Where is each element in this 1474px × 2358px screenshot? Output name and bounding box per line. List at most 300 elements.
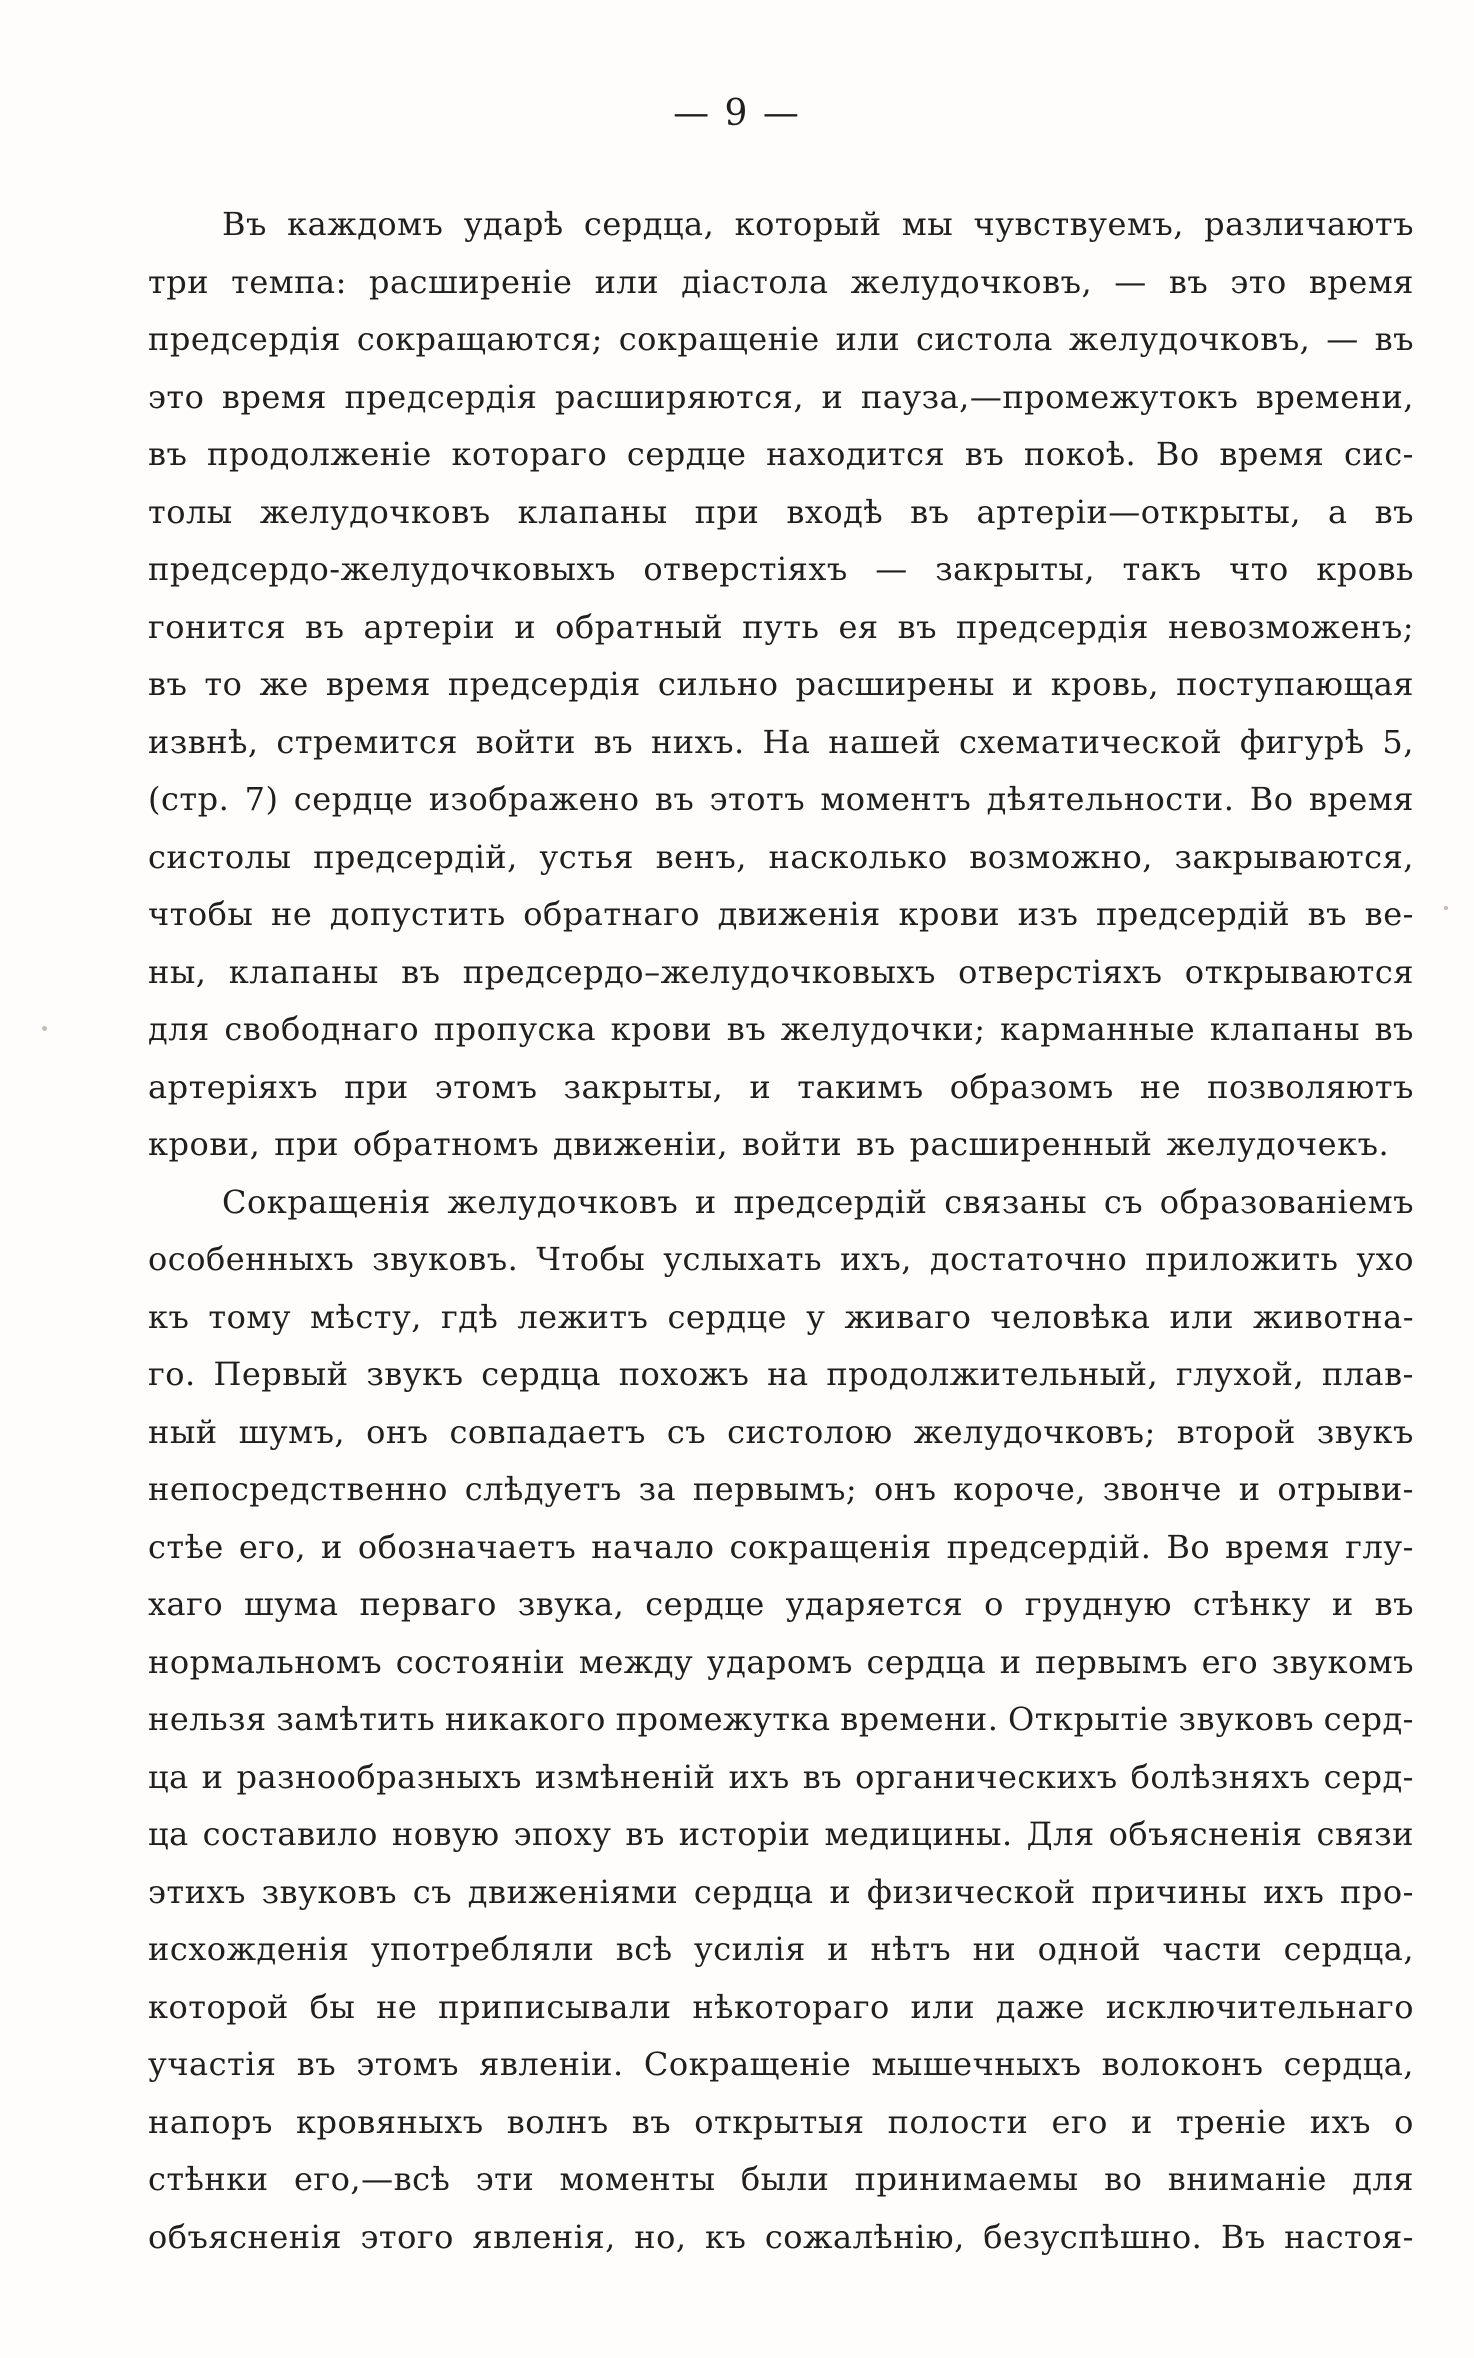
word: расширяются, bbox=[554, 377, 804, 416]
word: непосредственно bbox=[148, 1470, 448, 1508]
text-line bbox=[148, 1749, 1414, 1807]
word: крови bbox=[610, 1010, 713, 1048]
word: въ bbox=[802, 1757, 843, 1796]
word: систолою bbox=[727, 1412, 893, 1451]
word: въ bbox=[305, 607, 345, 646]
word: и bbox=[829, 1872, 852, 1911]
word: усилія bbox=[693, 1930, 806, 1968]
word: полости bbox=[887, 2102, 1029, 2141]
word: при bbox=[694, 492, 760, 531]
word: сердца, bbox=[583, 205, 715, 243]
word: крови bbox=[898, 895, 1001, 933]
text-line bbox=[148, 541, 1414, 599]
word: открытыя bbox=[694, 2102, 865, 2141]
word: Во bbox=[1249, 780, 1294, 818]
word: о bbox=[1394, 2102, 1414, 2141]
word: и bbox=[821, 377, 844, 416]
word: пропуска bbox=[433, 1010, 597, 1048]
word: что bbox=[1229, 550, 1289, 588]
word: хаго bbox=[148, 1585, 224, 1623]
text-line bbox=[148, 1059, 1414, 1117]
word: движеніи, bbox=[553, 1125, 729, 1163]
word: извнѣ, bbox=[148, 722, 259, 761]
word: гонится bbox=[148, 607, 286, 646]
word: кровяныхъ bbox=[295, 2102, 484, 2141]
word: войти bbox=[742, 1125, 843, 1163]
word: кровь bbox=[1316, 550, 1414, 588]
text-line bbox=[148, 2094, 1414, 2152]
word: замѣтить bbox=[276, 1700, 436, 1738]
word: между bbox=[578, 1642, 694, 1681]
word: это bbox=[148, 377, 205, 416]
text-line bbox=[148, 1806, 1414, 1864]
word: гдѣ bbox=[441, 1297, 499, 1336]
word: этотъ bbox=[709, 780, 806, 818]
word: одной bbox=[1037, 1930, 1142, 1968]
word: объясненія bbox=[1108, 1815, 1303, 1853]
word: сердце bbox=[667, 1297, 788, 1336]
word: начало bbox=[591, 1527, 715, 1566]
word: стѣнки bbox=[148, 2160, 269, 2198]
word: нихъ. bbox=[650, 722, 745, 761]
word: Въ bbox=[1220, 2217, 1266, 2256]
word: предсердій bbox=[1095, 895, 1291, 933]
word: звука, bbox=[517, 1585, 625, 1623]
word: предсердія bbox=[344, 377, 538, 416]
word: вниманіе bbox=[1167, 2160, 1327, 2198]
word: устья bbox=[539, 837, 634, 876]
word: Открытіе bbox=[1008, 1700, 1169, 1738]
word: ихъ, bbox=[839, 1240, 912, 1278]
word: ный bbox=[148, 1412, 218, 1451]
word: первымъ; bbox=[692, 1470, 858, 1508]
word: темпа: bbox=[231, 262, 347, 301]
word: находится bbox=[766, 435, 946, 473]
word: 5, bbox=[1382, 722, 1414, 761]
word: приписывали bbox=[438, 1987, 672, 2026]
word: ударяется bbox=[785, 1585, 964, 1623]
word: его bbox=[1051, 2102, 1108, 2141]
word: въ bbox=[1374, 492, 1414, 531]
word: второй bbox=[1176, 1412, 1296, 1451]
text-line bbox=[148, 2036, 1414, 2094]
word: а bbox=[1328, 492, 1348, 531]
word: и bbox=[321, 1527, 343, 1566]
word: живаго bbox=[844, 1297, 972, 1336]
word: про- bbox=[1340, 1872, 1414, 1911]
word: обозначаетъ bbox=[357, 1527, 577, 1566]
word: Во bbox=[1155, 435, 1200, 473]
word: и bbox=[694, 1182, 717, 1221]
word: (стр. bbox=[148, 780, 230, 818]
word: болѣзняхъ bbox=[1130, 1757, 1311, 1796]
text-line bbox=[148, 886, 1414, 944]
word: его,—всѣ bbox=[293, 2160, 451, 2198]
ink-speck bbox=[42, 1026, 47, 1031]
word: явленіи. bbox=[479, 2045, 624, 2083]
word: его bbox=[1201, 1642, 1259, 1681]
word: и bbox=[999, 1642, 1022, 1681]
text-line bbox=[148, 484, 1414, 542]
word: крови, bbox=[148, 1125, 261, 1163]
word: входѣ bbox=[786, 492, 884, 531]
word: предсердо–желудочковыхъ bbox=[462, 952, 936, 991]
word: сокращеніе bbox=[618, 320, 820, 358]
word: въ bbox=[726, 1010, 767, 1048]
word: возможно, bbox=[969, 837, 1153, 876]
word: три bbox=[148, 262, 210, 301]
word: съ bbox=[666, 1412, 707, 1451]
word: желудочки; bbox=[780, 1010, 986, 1048]
word: то bbox=[204, 665, 243, 703]
word: къ bbox=[705, 2217, 747, 2256]
word: исторіи bbox=[678, 1815, 811, 1853]
word: сердца bbox=[693, 1872, 814, 1911]
text-line bbox=[148, 1691, 1414, 1749]
word: для bbox=[1352, 2160, 1414, 2198]
word: физической bbox=[866, 1872, 1076, 1911]
word: обратномъ bbox=[352, 1125, 540, 1163]
word: обратнаго bbox=[523, 895, 700, 933]
word: сердце bbox=[293, 780, 414, 818]
word: совпадаетъ bbox=[449, 1412, 646, 1451]
word: животна- bbox=[1253, 1297, 1414, 1336]
word: образомъ bbox=[949, 1067, 1114, 1106]
word: не bbox=[1139, 1067, 1182, 1106]
text-line bbox=[148, 1404, 1414, 1462]
word: въ bbox=[1307, 895, 1348, 933]
word: отрыви- bbox=[1277, 1470, 1414, 1508]
word: предсердій, bbox=[313, 837, 518, 876]
word: разнообразныхъ bbox=[236, 1757, 522, 1796]
word: органическихъ bbox=[855, 1757, 1118, 1796]
text-line bbox=[148, 1864, 1414, 1922]
word: допустить bbox=[329, 895, 506, 933]
word: для bbox=[148, 1010, 210, 1048]
word: звуковъ. bbox=[372, 1240, 519, 1278]
word: нельзя bbox=[148, 1700, 267, 1738]
word: онъ bbox=[873, 1470, 937, 1508]
word: части bbox=[1162, 1930, 1263, 1968]
text-line bbox=[148, 771, 1414, 829]
word: или bbox=[1169, 1297, 1234, 1336]
word: въ bbox=[910, 492, 950, 531]
word: систола bbox=[915, 320, 1053, 358]
word: путь bbox=[742, 607, 820, 646]
word: Въ bbox=[222, 205, 267, 243]
word: отверстіяхъ bbox=[958, 952, 1163, 991]
word: причины bbox=[1091, 1872, 1248, 1911]
word: схематической bbox=[959, 722, 1223, 761]
word: ни bbox=[972, 1930, 1017, 1968]
word: чувствуемъ, bbox=[973, 205, 1184, 243]
word: при bbox=[274, 1125, 339, 1163]
word: ца bbox=[148, 1815, 189, 1853]
word: лежитъ bbox=[517, 1297, 649, 1336]
word: похожъ bbox=[618, 1355, 750, 1393]
word: желудочковъ bbox=[447, 1182, 679, 1221]
word: бы bbox=[309, 1987, 356, 2026]
word: чтобы bbox=[148, 895, 254, 933]
word: никакого bbox=[444, 1700, 606, 1738]
text-line bbox=[148, 2151, 1414, 2209]
word: — bbox=[875, 550, 908, 588]
word: времени. bbox=[840, 1700, 999, 1738]
word: и bbox=[1011, 665, 1034, 703]
word: при bbox=[344, 1067, 409, 1106]
word: настоя- bbox=[1284, 2217, 1414, 2256]
word: стѣе bbox=[148, 1527, 224, 1566]
word: эпоху bbox=[513, 1815, 612, 1853]
word: діастола bbox=[681, 262, 829, 301]
word: предсердій bbox=[733, 1182, 928, 1221]
word: закрыты, bbox=[563, 1067, 724, 1106]
word: на bbox=[767, 1355, 809, 1393]
word: сожалѣнію, bbox=[764, 2217, 965, 2256]
word: ихъ bbox=[1263, 1872, 1325, 1911]
word: ударѣ bbox=[463, 205, 564, 243]
word: различаютъ bbox=[1204, 205, 1414, 243]
word: или bbox=[910, 1987, 976, 2026]
word: расширены bbox=[795, 665, 995, 703]
word: сильно bbox=[657, 665, 779, 703]
word: же bbox=[259, 665, 309, 703]
text-line bbox=[148, 829, 1414, 887]
word: исключительнаго bbox=[1105, 1987, 1414, 2026]
word: желудочковъ, bbox=[850, 262, 1093, 301]
word: — bbox=[1114, 262, 1147, 301]
word: Первый bbox=[213, 1355, 349, 1393]
word: и bbox=[1131, 2102, 1153, 2141]
word: стѣнку bbox=[1192, 1585, 1311, 1623]
word: Для bbox=[1026, 1815, 1095, 1853]
word: и bbox=[514, 607, 537, 646]
word: клапаны bbox=[228, 952, 379, 991]
word: нормальномъ bbox=[148, 1642, 383, 1681]
text-line bbox=[148, 1001, 1414, 1059]
word: въ bbox=[856, 1125, 896, 1163]
word: напоръ bbox=[148, 2102, 273, 2141]
text-line bbox=[148, 1519, 1414, 1577]
word: звукъ bbox=[1316, 1412, 1414, 1451]
word: сердца, bbox=[1283, 1930, 1414, 1968]
word: Сокращеніе bbox=[643, 2045, 852, 2083]
word: въ bbox=[1168, 262, 1209, 301]
word: состояніи bbox=[395, 1642, 566, 1681]
word: Во bbox=[1166, 1527, 1211, 1566]
word: закрываются, bbox=[1174, 837, 1414, 876]
word: особенныхъ bbox=[148, 1240, 355, 1278]
word: сердца bbox=[481, 1355, 601, 1393]
word: сокращаются; bbox=[356, 320, 603, 358]
word: нашей bbox=[828, 722, 942, 761]
word: эти bbox=[475, 2160, 535, 2198]
word: ея bbox=[838, 607, 879, 646]
word: человѣка bbox=[990, 1297, 1151, 1336]
word: открываются bbox=[1184, 952, 1414, 991]
word: сис- bbox=[1343, 435, 1414, 473]
word: желудочковъ; bbox=[913, 1412, 1156, 1451]
word: грудную bbox=[1024, 1585, 1173, 1623]
word: не bbox=[271, 895, 313, 933]
word: время bbox=[1225, 1527, 1331, 1566]
text-line bbox=[148, 714, 1414, 772]
word: перваго bbox=[359, 1585, 497, 1623]
word: слѣдуетъ bbox=[464, 1470, 622, 1508]
text-line bbox=[148, 196, 1414, 254]
word: время bbox=[1308, 780, 1414, 818]
word: сокращенія bbox=[729, 1527, 932, 1566]
word: время bbox=[1219, 435, 1325, 473]
word: этого bbox=[360, 2217, 454, 2256]
text-line bbox=[148, 656, 1414, 714]
text-line bbox=[148, 1576, 1414, 1634]
word: звукомъ bbox=[1271, 1642, 1414, 1681]
word: обратный bbox=[555, 607, 724, 646]
word: желудочекъ. bbox=[1166, 1125, 1390, 1163]
word: безуспѣшно. bbox=[983, 2217, 1203, 2256]
word: ухо bbox=[1356, 1240, 1414, 1278]
word: сердца bbox=[866, 1642, 987, 1681]
word: время bbox=[325, 665, 431, 703]
word: свободнаго bbox=[224, 1010, 420, 1048]
word: медицины. bbox=[824, 1815, 1013, 1853]
word: движенія bbox=[717, 895, 881, 933]
word: расширенный bbox=[909, 1125, 1153, 1163]
word: ца bbox=[148, 1757, 189, 1796]
word: 7) bbox=[244, 780, 279, 818]
word: мышечныхъ bbox=[871, 2045, 1082, 2083]
word: звукъ bbox=[366, 1355, 464, 1393]
text-line bbox=[148, 1231, 1414, 1289]
word: участія bbox=[148, 2045, 277, 2083]
word: который bbox=[734, 205, 882, 243]
word: или bbox=[835, 320, 901, 358]
word: предсердія bbox=[956, 607, 1149, 646]
text-line bbox=[148, 1289, 1414, 1347]
word: приложить bbox=[1145, 1240, 1339, 1278]
word: карманные bbox=[1000, 1010, 1196, 1048]
word: мы bbox=[901, 205, 954, 243]
word: продолжительный, bbox=[826, 1355, 1159, 1393]
word: даже bbox=[995, 1987, 1085, 2026]
word: нѣкотораго bbox=[692, 1987, 890, 2026]
word: шумъ, bbox=[238, 1412, 346, 1451]
word: времени, bbox=[1255, 377, 1414, 416]
word: и bbox=[827, 1930, 850, 1968]
word: глухой, bbox=[1175, 1355, 1305, 1393]
word: изображено bbox=[428, 780, 640, 818]
word: звонче bbox=[1102, 1470, 1222, 1508]
word: и bbox=[749, 1067, 772, 1106]
word: съ bbox=[1103, 1182, 1144, 1221]
word: плав- bbox=[1321, 1355, 1414, 1393]
word: такимъ bbox=[797, 1067, 924, 1106]
word: предсердія bbox=[148, 320, 341, 358]
word: волоконъ bbox=[1101, 2045, 1264, 2083]
word: и bbox=[201, 1757, 224, 1796]
word: предсердій. bbox=[946, 1527, 1152, 1566]
word: время bbox=[221, 377, 327, 416]
word: это bbox=[1230, 262, 1287, 301]
word: серд- bbox=[1323, 1700, 1414, 1738]
page-number: — 9 — bbox=[673, 93, 801, 134]
word: время bbox=[1308, 262, 1414, 301]
text-line bbox=[148, 1979, 1414, 2037]
word: не bbox=[376, 1987, 418, 2026]
word: клапаны bbox=[1209, 1010, 1360, 1048]
word: сердце bbox=[626, 435, 747, 473]
text-line bbox=[148, 1346, 1414, 1404]
word: но, bbox=[634, 2217, 687, 2256]
text-line bbox=[148, 1461, 1414, 1519]
word: ны, bbox=[148, 952, 207, 991]
word: Сокращенія bbox=[222, 1182, 431, 1221]
word: и bbox=[1331, 1585, 1354, 1623]
word: въ bbox=[1374, 1585, 1414, 1623]
text-line bbox=[148, 426, 1414, 484]
word: онъ bbox=[366, 1412, 429, 1451]
text-line bbox=[148, 1921, 1414, 1979]
word: го. bbox=[148, 1355, 196, 1393]
word: расширеніе bbox=[368, 262, 573, 301]
text-line bbox=[148, 599, 1414, 657]
word: въ bbox=[625, 1815, 665, 1853]
word: артеріи bbox=[363, 607, 496, 646]
ink-speck bbox=[1444, 906, 1448, 910]
word: сердца, bbox=[1283, 2045, 1414, 2083]
word: звуковъ bbox=[1178, 1700, 1314, 1738]
word: войти bbox=[475, 722, 576, 761]
word: Чтобы bbox=[536, 1240, 646, 1278]
word: этомъ bbox=[434, 1067, 538, 1106]
word: желудочковъ bbox=[259, 492, 491, 531]
word: первымъ bbox=[1035, 1642, 1189, 1681]
word: — bbox=[1326, 320, 1359, 358]
word: этихъ bbox=[148, 1872, 246, 1911]
text-line bbox=[148, 1174, 1414, 1232]
word: ихъ bbox=[1309, 2102, 1372, 2141]
word: въ bbox=[964, 435, 1005, 473]
word: во bbox=[1104, 2160, 1143, 2198]
word: такъ bbox=[1122, 550, 1202, 588]
word: клапаны bbox=[517, 492, 668, 531]
word: пауза,—промежутокъ bbox=[860, 377, 1239, 416]
word: составило bbox=[202, 1815, 378, 1853]
word: закрыты, bbox=[935, 550, 1096, 588]
word: объясненія bbox=[148, 2217, 343, 2256]
word: въ bbox=[401, 952, 441, 991]
word: каждомъ bbox=[287, 205, 444, 243]
word: къ bbox=[148, 1297, 190, 1336]
word: въ bbox=[296, 2045, 337, 2083]
word: были bbox=[740, 2160, 830, 2198]
word: тому bbox=[208, 1297, 292, 1336]
word: о bbox=[984, 1585, 1004, 1623]
word: въ bbox=[897, 607, 937, 646]
text-line bbox=[148, 369, 1414, 427]
word: въ bbox=[593, 722, 634, 761]
word: поступающая bbox=[1176, 665, 1414, 703]
word: ударомъ bbox=[706, 1642, 853, 1681]
word: стремится bbox=[276, 722, 458, 761]
word: нѣтъ bbox=[870, 1930, 952, 1968]
word: систолы bbox=[148, 837, 292, 876]
word: съ bbox=[412, 1872, 453, 1911]
word: волнъ bbox=[506, 2102, 609, 2141]
word: дѣятельности. bbox=[986, 780, 1235, 818]
word: новую bbox=[391, 1815, 500, 1853]
